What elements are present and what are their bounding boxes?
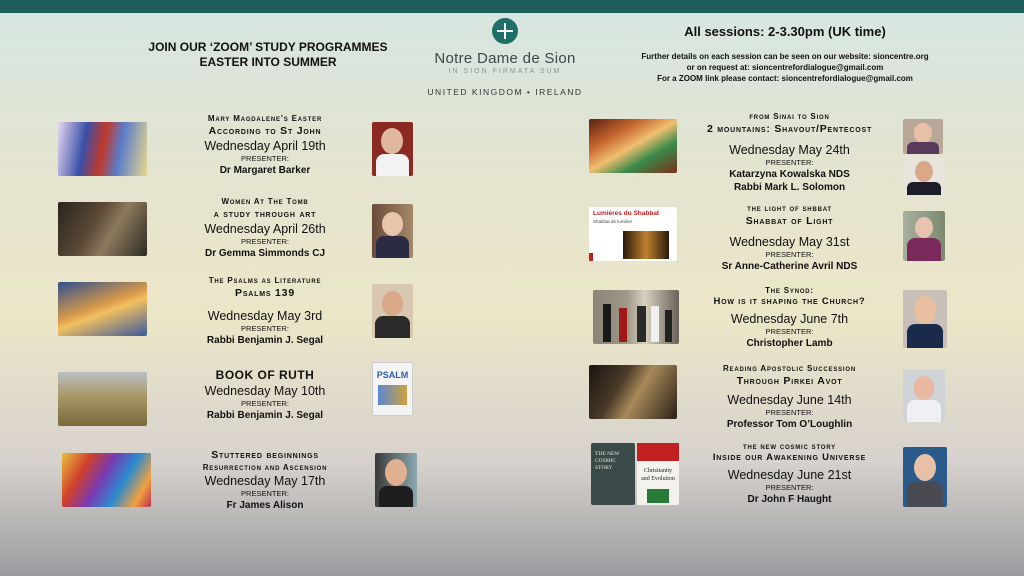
session-date: Wednesday May 3rd [207, 309, 323, 323]
book-cover [589, 207, 677, 261]
presenter-name: Katarzyna Kowalska NDS [729, 169, 850, 180]
presenter-name: Professor Tom O’Loughlin [726, 419, 853, 430]
book-cover [591, 443, 635, 505]
top-bar [0, 0, 1024, 13]
session-title: a study through art [213, 208, 317, 220]
presenter-label: PRESENTER: [241, 489, 289, 498]
logo-country: UNITED KINGDOM • IRELAND [427, 87, 583, 97]
presenter-name: Christopher Lamb [746, 338, 833, 349]
website-line: Further details on each session can be seen on our website: sioncentre.org [641, 52, 929, 61]
zoom-line: For a ZOOM link please contact: sioncentrefordialogue@gmail.com [657, 74, 913, 83]
session-date: Wednesday May 24th [729, 143, 850, 157]
presenter-name: Rabbi Benjamin J. Segal [206, 335, 324, 346]
session-time: All sessions: 2-3.30pm (UK time) [684, 24, 886, 39]
painting-image [58, 282, 147, 336]
session-date: Wednesday April 26th [204, 222, 326, 236]
presenter-photo [903, 157, 945, 195]
presenter-photo [372, 204, 413, 258]
presenter-photo [903, 370, 945, 422]
painting-image [62, 453, 151, 507]
presenter-photo [372, 122, 413, 176]
presenter-label: PRESENTER: [241, 237, 289, 246]
session-date: Wednesday May 17th [204, 474, 326, 488]
cross-icon [492, 18, 518, 44]
session-date: Wednesday June 21st [727, 468, 852, 482]
painting-image [58, 372, 147, 426]
session-title: Psalms 139 [235, 287, 295, 299]
session-subtitle: Women At The Tomb [221, 197, 309, 206]
presenter-name-2: Rabbi Mark L. Solomon [733, 182, 846, 193]
presenter-label: PRESENTER: [241, 399, 289, 408]
contact-info [600, 51, 970, 84]
presenter-name: Dr Margaret Barker [219, 165, 311, 176]
presenter-name: Fr James Alison [226, 500, 304, 511]
presenter-label: PRESENTER: [765, 250, 814, 259]
session-subtitle: the light of shbbat [747, 204, 832, 213]
presenter-name: Sr Anne-Catherine Avril NDS [721, 261, 858, 272]
presenter-name: Rabbi Benjamin J. Segal [206, 410, 324, 421]
heading-line-2: EASTER INTO SUMMER [199, 55, 337, 69]
session-title: Shabbat of Light [745, 215, 834, 227]
logo-name: Notre Dame de Sion [434, 50, 576, 67]
session-title: Through Pirkei Avot [736, 375, 843, 387]
session-date: Wednesday May 31st [729, 235, 850, 249]
painting-image [589, 365, 677, 419]
presenter-photo [375, 453, 417, 507]
presenter-label: PRESENTER: [241, 154, 289, 163]
presenter-photo [903, 119, 943, 154]
session-title: Inside our Awakening Universe [712, 452, 867, 463]
programme-heading [118, 40, 418, 70]
session-subtitle: the new cosmic story [742, 442, 836, 451]
session-title: 2 mountains: Shavout/Pentecost [706, 123, 873, 135]
painting-image [589, 119, 677, 173]
presenter-name: Dr Gemma Simmonds CJ [204, 248, 326, 259]
painting-image [58, 122, 147, 176]
session-title: BOOK OF RUTH [215, 368, 315, 382]
presenter-label: PRESENTER: [765, 408, 814, 417]
book-cover [372, 362, 413, 416]
session-subtitle: Resurrection and Ascension [202, 463, 328, 472]
logo-motto: IN SION FIRMATA SUM [448, 68, 562, 75]
book-subtitle: Shabbat de lumière [593, 219, 633, 224]
heading-line-1: JOIN OUR ‘ZOOM’ STUDY PROGRAMMES [148, 40, 388, 54]
presenter-name: Dr John F Haught [747, 494, 832, 505]
presenter-label: PRESENTER: [241, 324, 289, 333]
photo-image [593, 290, 679, 344]
session-info [600, 24, 970, 84]
session-title: Stuttered beginnings [211, 449, 319, 461]
painting-image [58, 202, 147, 256]
session-date: Wednesday May 10th [204, 384, 326, 398]
presenter-photo [903, 447, 947, 507]
presenter-photo [372, 284, 413, 338]
email-line: or on request at: sioncentrefordialogue@gmail.com [686, 63, 884, 72]
presenter-label: PRESENTER: [765, 483, 814, 492]
session-subtitle: The Psalms as Literature [208, 276, 322, 285]
book-title: PSALM [376, 370, 409, 380]
book-cover [637, 443, 679, 505]
session-subtitle: from Sinai to Sion [749, 112, 830, 121]
presenter-label: PRESENTER: [765, 158, 814, 167]
session-subtitle: The Synod: [765, 286, 814, 295]
nds-logo [425, 18, 585, 97]
presenter-photo [903, 290, 947, 348]
session-date: Wednesday June 14th [727, 393, 852, 407]
session-title: According to St John [208, 125, 322, 137]
book-title: Lumières du Shabbat [593, 210, 660, 217]
presenter-label: PRESENTER: [765, 327, 814, 336]
session-date: Wednesday April 19th [204, 139, 326, 153]
session-date: Wednesday June 7th [730, 312, 849, 326]
presenter-photo [903, 211, 945, 261]
session-subtitle: Mary Magdalene’s Easter [207, 114, 323, 123]
book-title: Christianity and Evolution [641, 468, 675, 482]
session-title: How is it shaping the Church? [713, 296, 866, 307]
book-title: THE NEW COSMIC STORY [595, 451, 620, 471]
session-subtitle: Reading Apostolic Succession [722, 364, 856, 373]
